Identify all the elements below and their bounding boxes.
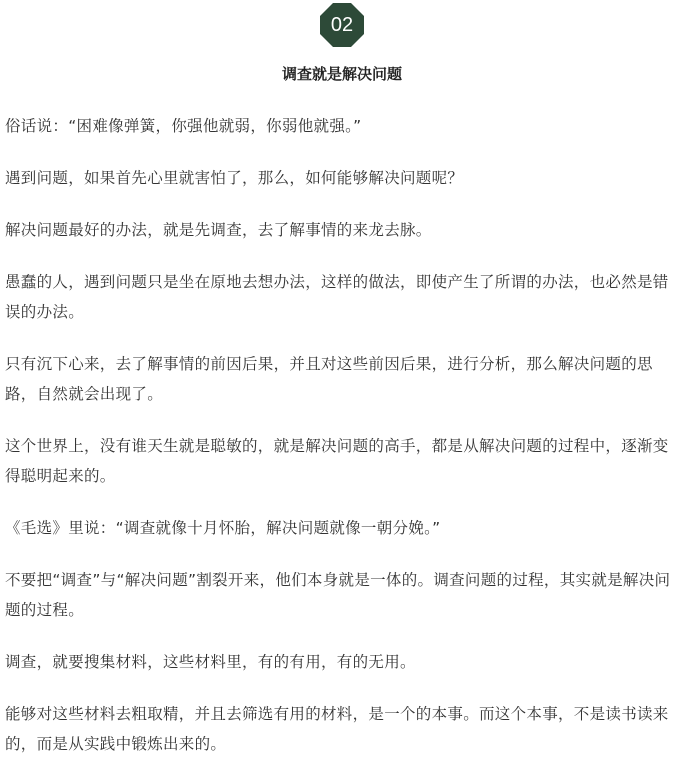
paragraph: 只有沉下心来，去了解事情的前因后果，并且对这些前因后果，进行分析，那么解决问题的思路，自然就会出现了。 <box>5 355 653 403</box>
paragraph: 不要把“调查”与“解决问题”割裂开来，他们本身就是一体的。调查问题的过程，其实就是解决问题的过程。 <box>5 571 671 619</box>
paragraph: 调查，就要搜集材料，这些材料里，有的有用，有的无用。 <box>5 653 416 671</box>
paragraph: 俗话说：“困难像弹簧，你强他就弱，你弱他就强。” <box>5 117 362 135</box>
section-number: 02 <box>330 14 354 36</box>
paragraph: 遇到问题，如果首先心里就害怕了，那么，如何能够解决问题呢？ <box>5 169 464 187</box>
article-body <box>5 111 681 781</box>
paragraph: 《毛选》里说：“调查就像十月怀胎，解决问题就像一朝分娩。” <box>5 519 441 537</box>
paragraph: 能够对这些材料去粗取精，并且去筛选有用的材料，是一个的本事。而这个本事，不是读书读来的，而是从实践中锻炼出来的。 <box>5 705 669 753</box>
article-title: 调查就是解决问题 <box>281 65 402 83</box>
section-badge-container <box>0 3 684 49</box>
paragraph: 这个世界上，没有谁天生就是聪敏的，就是解决问题的高手，都是从解决问题的过程中，逐渐变得聪明起来的。 <box>5 437 669 485</box>
paragraph: 解决问题最好的办法，就是先调查，去了解事情的来龙去脉。 <box>5 221 432 239</box>
paragraph: 愚蠢的人，遇到问题只是坐在原地去想办法，这样的做法，即使产生了所谓的办法，也必然是错误的办法。 <box>5 273 669 321</box>
section-number-badge <box>320 3 364 47</box>
